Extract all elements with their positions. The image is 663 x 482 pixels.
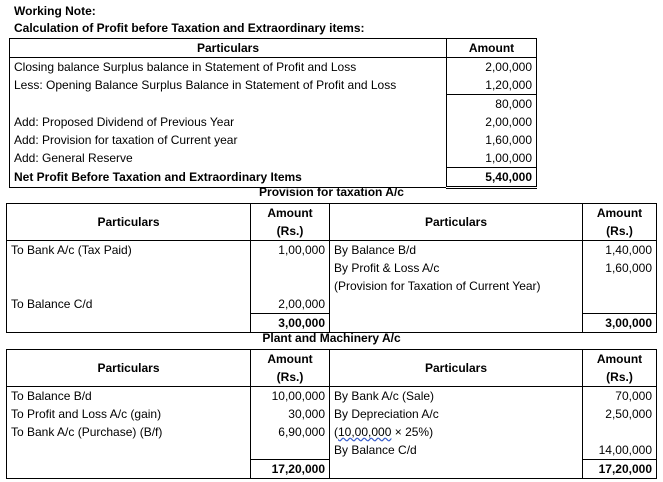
row-amount: 1,60,000 <box>447 131 537 149</box>
credit-label: By Balance B/d <box>330 241 583 260</box>
debit-total: 3,00,000 <box>251 314 330 333</box>
credit-label: (Provision for Taxation of Current Year) <box>330 277 583 295</box>
amount-header <box>583 204 657 241</box>
table-row <box>10 95 537 114</box>
amount-label: Amount <box>596 206 643 220</box>
amount-unit: (Rs.) <box>276 370 304 384</box>
amount-header: Amount <box>447 39 537 58</box>
particulars-header: Particulars <box>7 204 251 241</box>
amount-header <box>251 204 330 241</box>
ledger-row <box>7 405 657 423</box>
debit-amount: 10,00,000 <box>251 387 330 406</box>
ledger-total-row <box>7 460 657 479</box>
credit-label <box>330 423 583 441</box>
amount-unit: (Rs.) <box>276 224 304 238</box>
amount-header <box>251 350 330 387</box>
table-header-row <box>10 39 537 58</box>
row-label <box>10 95 447 114</box>
working-note-title: Working Note: <box>14 4 96 18</box>
ledger-header-row <box>7 350 657 387</box>
tax-account-ledger <box>6 203 657 333</box>
amount-label: Amount <box>267 352 313 366</box>
debit-label: To Balance C/d <box>7 295 251 314</box>
table-row <box>10 131 537 149</box>
ledger-row <box>7 241 657 260</box>
row-amount: 1,00,000 <box>447 149 537 168</box>
credit-amount: 2,50,000 <box>583 405 657 423</box>
credit-amount: 70,000 <box>583 387 657 406</box>
debit-amount: 6,90,000 <box>251 423 330 441</box>
debit-amount: 30,000 <box>251 405 330 423</box>
credit-label: By Balance C/d <box>330 441 583 460</box>
debit-label: To Profit and Loss A/c (gain) <box>7 405 251 423</box>
ledger-total-row <box>7 314 657 333</box>
debit-amount: 2,00,000 <box>251 295 330 314</box>
table-row <box>10 149 537 168</box>
profit-calculation-table <box>9 38 537 189</box>
amount-label: Amount <box>267 206 313 220</box>
row-amount: 2,00,000 <box>447 58 537 77</box>
debit-label: To Balance B/d <box>7 387 251 406</box>
ledger-row <box>7 423 657 441</box>
working-note-subtitle: Calculation of Profit before Taxation and Extraordinary items: <box>14 21 365 35</box>
ledger-row <box>7 277 657 295</box>
ledger-row <box>7 295 657 314</box>
credit-label: By Profit & Loss A/c <box>330 259 583 277</box>
amount-header <box>583 350 657 387</box>
total-amount: 5,40,000 <box>447 168 537 188</box>
debit-total: 17,20,000 <box>251 460 330 479</box>
credit-total: 17,20,000 <box>583 460 657 479</box>
amount-unit: (Rs.) <box>606 370 633 384</box>
particulars-header: Particulars <box>330 350 583 387</box>
depreciation-calc-base: 10,00,000 <box>338 425 392 439</box>
total-label: Net Profit Before Taxation and Extraordinary Items <box>10 168 447 188</box>
particulars-header: Particulars <box>330 204 583 241</box>
plant-account-title: Plant and Machinery A/c <box>262 331 401 345</box>
row-label: Less: Opening Balance Surplus Balance in Statement of Profit and Loss <box>10 76 447 95</box>
debit-label: To Bank A/c (Purchase) (B/f) <box>7 423 251 441</box>
depreciation-calc-open: ( <box>334 425 338 439</box>
row-label: Closing balance Surplus balance in Statement of Profit and Loss <box>10 58 447 77</box>
row-label: Add: Proposed Dividend of Previous Year <box>10 113 447 131</box>
credit-amount: 14,00,000 <box>583 441 657 460</box>
table-row <box>10 113 537 131</box>
row-amount: 2,00,000 <box>447 113 537 131</box>
ledger-row <box>7 387 657 406</box>
credit-amount: 1,60,000 <box>583 259 657 277</box>
ledger-row <box>7 259 657 277</box>
row-amount: 80,000 <box>447 95 537 114</box>
credit-label: By Depreciation A/c <box>330 405 583 423</box>
row-label: Add: Provision for taxation of Current year <box>10 131 447 149</box>
tax-account-title: Provision for taxation A/c <box>259 185 404 199</box>
ledger-row <box>7 441 657 460</box>
particulars-header: Particulars <box>7 350 251 387</box>
plant-account-ledger <box>6 349 657 479</box>
amount-unit: (Rs.) <box>606 224 633 238</box>
table-row <box>10 76 537 95</box>
debit-amount: 1,00,000 <box>251 241 330 260</box>
particulars-header: Particulars <box>10 39 447 58</box>
credit-total: 3,00,000 <box>583 314 657 333</box>
ledger-header-row <box>7 204 657 241</box>
row-amount: 1,20,000 <box>447 76 537 95</box>
depreciation-calc-rate: × 25%) <box>391 425 434 439</box>
debit-label: To Bank A/c (Tax Paid) <box>7 241 251 260</box>
table-row <box>10 58 537 77</box>
credit-amount: 1,40,000 <box>583 241 657 260</box>
row-label: Add: General Reserve <box>10 149 447 168</box>
amount-label: Amount <box>596 352 643 366</box>
credit-label: By Bank A/c (Sale) <box>330 387 583 406</box>
